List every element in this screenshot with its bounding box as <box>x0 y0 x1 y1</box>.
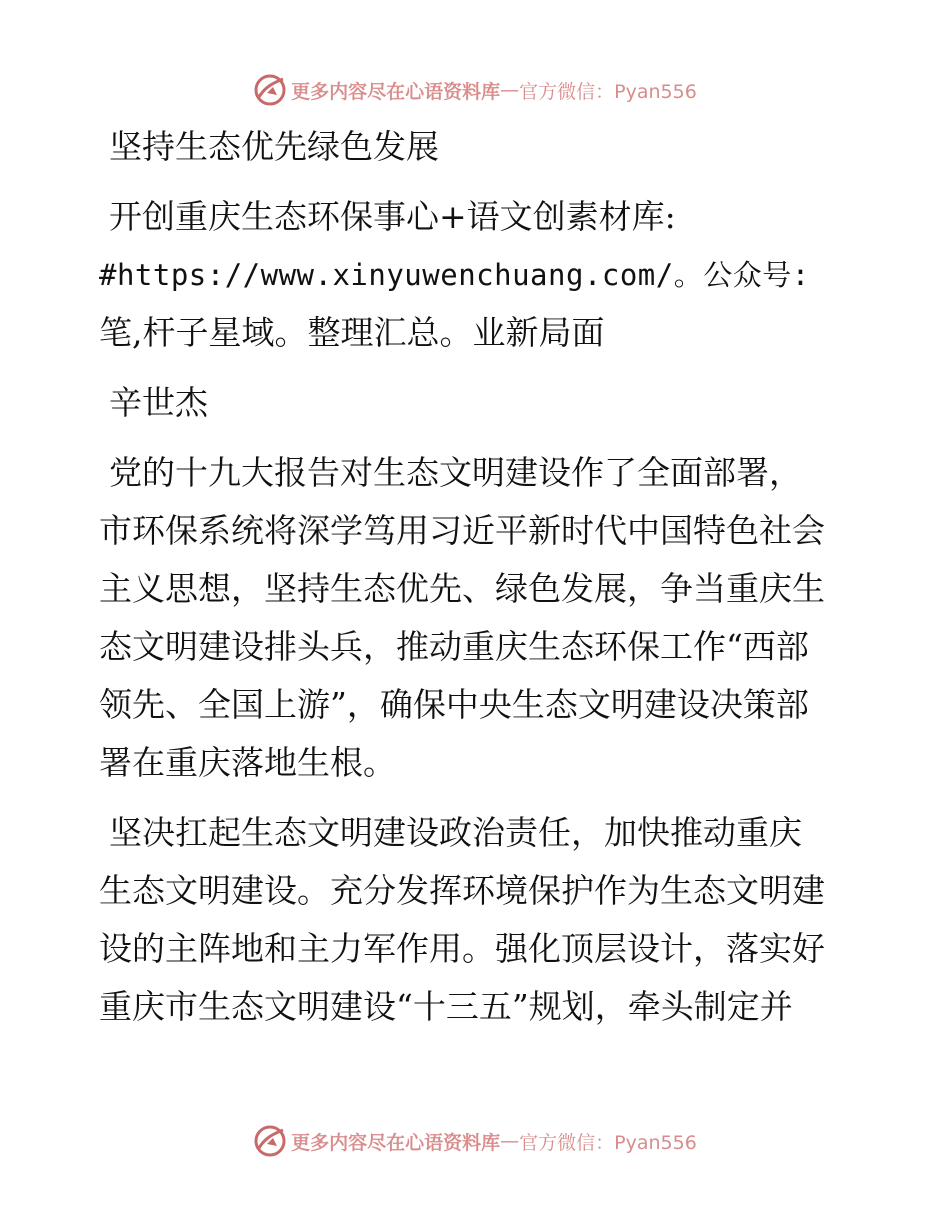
subtitle-line: 开创重庆生态环保事心+语文创素材库: <box>109 197 676 236</box>
paragraph-line: 主义思想，坚持生态优先、绿色发展，争当重庆生 <box>99 569 825 608</box>
paragraph-1 <box>99 444 859 792</box>
document-body <box>99 118 859 1048</box>
author-name <box>99 374 859 432</box>
paragraph-line: 市环保系统将深学笃用习近平新时代中国特色社会 <box>99 511 825 550</box>
subtitle-line: #https://www.xinyuwenchuang.com/。公众号: <box>99 258 810 292</box>
header-watermark <box>0 70 950 110</box>
subtitle-line: 笔,杆子星域。整理汇总。业新局面 <box>99 313 605 352</box>
watermark-dash: — <box>500 1130 520 1152</box>
brand-logo-icon <box>253 73 287 107</box>
paragraph-line: 领先、全国上游”，确保中央生态文明建设决策部 <box>99 685 809 724</box>
paragraph-line: 党的十九大报告对生态文明建设作了全面部署， <box>109 453 802 492</box>
paragraph-line: 重庆市生态文明建设“十三五”规划，牵头制定并 <box>99 987 793 1026</box>
watermark-wechat: 官方微信：Pyan556 <box>519 80 697 103</box>
watermark-wechat: 官方微信：Pyan556 <box>519 1131 697 1154</box>
paragraph-line: 生态文明建设。充分发挥环境保护作为生态文明建 <box>99 871 825 910</box>
brand-logo-icon <box>253 1124 287 1158</box>
watermark-text: 更多内容尽在心语资料库 <box>291 80 501 103</box>
paragraph-line: 设的主阵地和主力军作用。强化顶层设计，落实好 <box>99 929 825 968</box>
watermark-text: 更多内容尽在心语资料库 <box>291 1131 501 1154</box>
paragraph-2 <box>99 804 859 1036</box>
author-line: 辛世杰 <box>109 383 208 422</box>
watermark-dash: — <box>500 79 520 101</box>
footer-watermark <box>0 1121 950 1161</box>
paragraph-line: 态文明建设排头兵，推动重庆生态环保工作“西部 <box>99 627 809 666</box>
document-subtitle <box>99 188 859 362</box>
title-line: 坚持生态优先绿色发展 <box>109 127 439 166</box>
paragraph-line: 署在重庆落地生根。 <box>99 743 396 782</box>
paragraph-line: 坚决扛起生态文明建设政治责任，加快推动重庆 <box>109 813 802 852</box>
document-title <box>99 118 859 176</box>
